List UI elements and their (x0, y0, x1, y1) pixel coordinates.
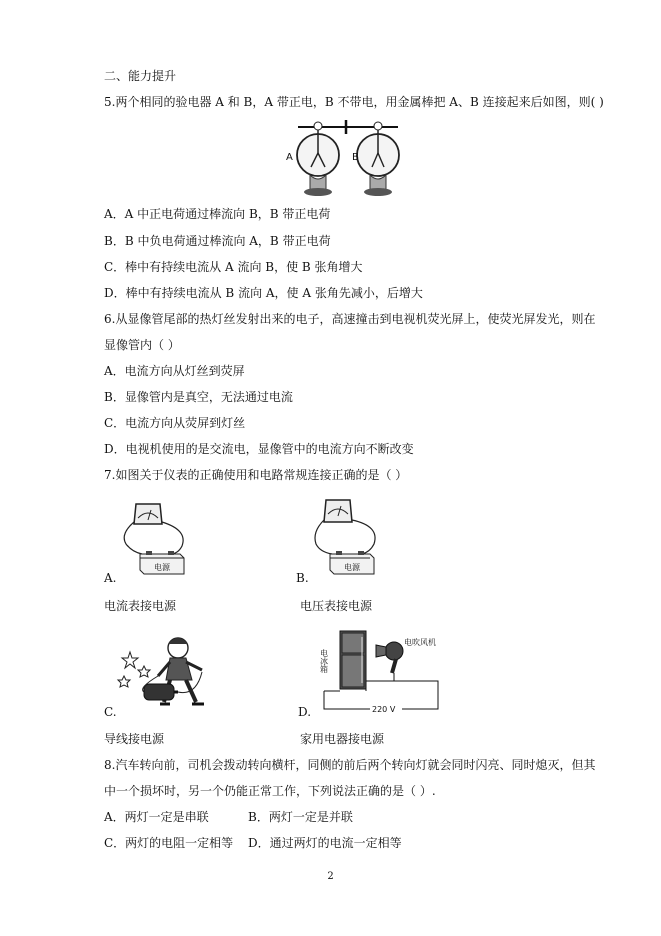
q7-option-a-caption: 电流表接电源 (104, 599, 177, 613)
q6-stem-line1: 6.从显像管尾部的热灯丝发射出来的电子，高速撞击到电视机荧光屏上，使荧光屏发光，则在 (104, 312, 596, 326)
q5-electroscope-figure (284, 117, 404, 199)
q7-option-d-letter: D. (298, 705, 312, 719)
q5-option-a: A．A 中正电荷通过棒流向 B，B 带正电荷 (104, 207, 331, 221)
q7-figure-d-appliances (318, 625, 448, 717)
q7-option-d-caption: 家用电器接电源 (300, 732, 385, 746)
q8-stem-line1: 8.汽车转向前，司机会拨动转向横杆，同侧的前后两个转向灯就会同时闪亮、同时熄灭，但其 (104, 758, 596, 772)
q7-d-fridge-label: 电冰箱 (319, 649, 329, 673)
q6-option-c: C．电流方向从荧屏到灯丝 (104, 416, 246, 430)
q8-stem-line2: 中一个损坏时，另一个仍能正常工作，下列说法正确的是（ ）. (104, 784, 436, 798)
q8-option-d: D．通过两灯的电流一定相等 (248, 836, 402, 850)
q8-option-c: C．两灯的电阻一定相等 (104, 836, 234, 850)
q7-d-voltage-label: 220 V (372, 705, 396, 714)
q7-d-dryer-label: 电吹风机 (404, 638, 436, 647)
q5-option-c: C．棒中有持续电流从 A 流向 B，使 B 张角增大 (104, 260, 363, 274)
q5-stem: 5.两个相同的验电器 A 和 B，A 带正电，B 不带电，用金属棒把 A、B 连接起来后如图，则( ) (104, 95, 604, 109)
q5-option-b: B．B 中负电荷通过棒流向 A，B 带正电荷 (104, 234, 331, 248)
page-number: 2 (327, 871, 334, 882)
q5-label-b: B (352, 152, 359, 163)
q7-b-source-label: 电源 (344, 563, 360, 572)
q8-option-a: A．两灯一定是串联 (104, 810, 209, 824)
q6-option-d: D．电视机使用的是交流电，显像管中的电流方向不断改变 (104, 442, 414, 456)
q7-figure-b-voltmeter (308, 494, 388, 580)
q6-option-b: B．显像管内是真空，无法通过电流 (104, 390, 293, 404)
q7-option-b-caption: 电压表接电源 (300, 599, 373, 613)
q7-option-a-letter: A. (104, 571, 117, 585)
q5-label-a: A (286, 152, 293, 163)
q7-figure-c-wire-short (116, 632, 228, 714)
q7-option-c-letter: C. (104, 705, 117, 719)
q8-option-b: B．两灯一定是并联 (248, 810, 353, 824)
q6-option-a: A．电流方向从灯丝到荧屏 (104, 364, 245, 378)
q7-option-b-letter: B. (296, 571, 309, 585)
q5-option-d: D．棒中有持续电流从 B 流向 A，使 A 张角先减小，后增大 (104, 286, 423, 300)
q7-option-c-caption: 导线接电源 (104, 732, 165, 746)
q7-a-source-label: 电源 (154, 563, 170, 572)
q6-stem-line2: 显像管内（ ） (104, 338, 180, 352)
q7-figure-a-ammeter (118, 494, 198, 580)
q7-stem: 7.如图关于仪表的正确使用和电路常规连接正确的是（ ） (104, 468, 408, 482)
section-title: 二、能力提升 (104, 69, 177, 83)
